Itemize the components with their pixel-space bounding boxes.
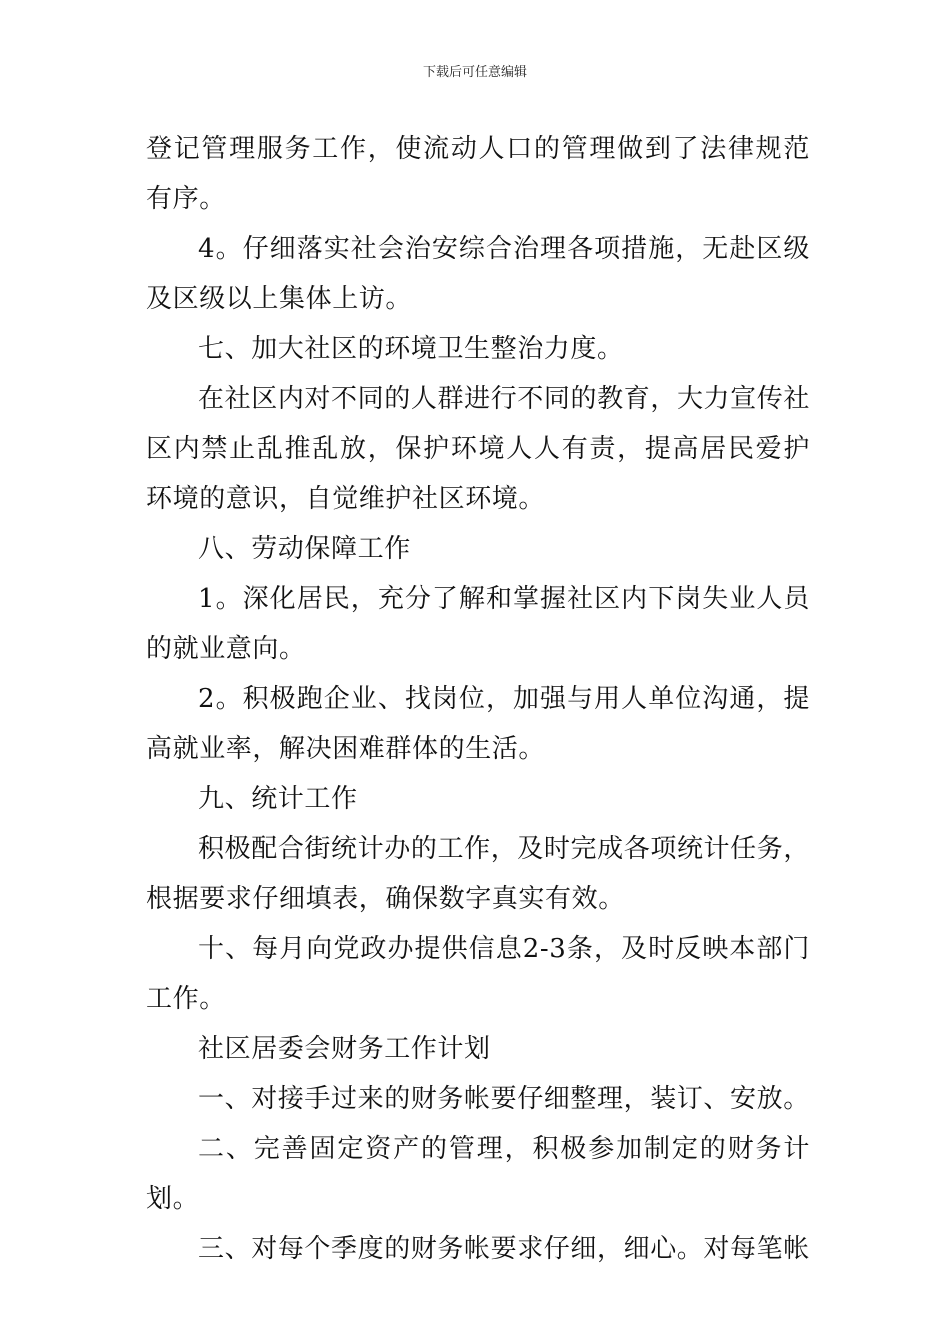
- paragraph: 在社区内对不同的人群进行不同的教育，大力宣传社区内禁止乱推乱放，保护环境人人有责，提高居民爱护环境的意识，自觉维护社区环境。: [146, 384, 810, 514]
- paragraph: 1。深化居民，充分了解和掌握社区内下岗失业人员的就业意向。: [146, 584, 810, 664]
- document-body: [146, 124, 810, 1274]
- paragraph: 一、对接手过来的财务帐要仔细整理，装订、安放。: [198, 1084, 810, 1114]
- paragraph: 三、对每个季度的财务帐要求仔细，细心。对每笔帐: [198, 1234, 810, 1264]
- page-header: 下载后可任意编辑: [422, 65, 527, 80]
- paragraph: 4。仔细落实社会治安综合治理各项措施，无赴区级及区级以上集体上访。: [146, 234, 810, 314]
- section-heading: 八、劳动保障工作: [198, 534, 411, 564]
- paragraph: 积极配合街统计办的工作，及时完成各项统计任务，根据要求仔细填表，确保数字真实有效。: [146, 834, 810, 914]
- section-heading: 七、加大社区的环境卫生整治力度。: [198, 334, 624, 364]
- paragraph: 十、每月向党政办提供信息2-3条，及时反映本部门工作。: [146, 934, 810, 1014]
- paragraph: 2。积极跑企业、找岗位，加强与用人单位沟通，提高就业率，解决困难群体的生活。: [146, 684, 810, 764]
- paragraph: 二、完善固定资产的管理，积极参加制定的财务计划。: [146, 1134, 810, 1214]
- document-title: 社区居委会财务工作计划: [198, 1034, 491, 1064]
- paragraph: 登记管理服务工作，使流动人口的管理做到了法律规范有序。: [146, 134, 810, 214]
- section-heading: 九、统计工作: [198, 784, 358, 814]
